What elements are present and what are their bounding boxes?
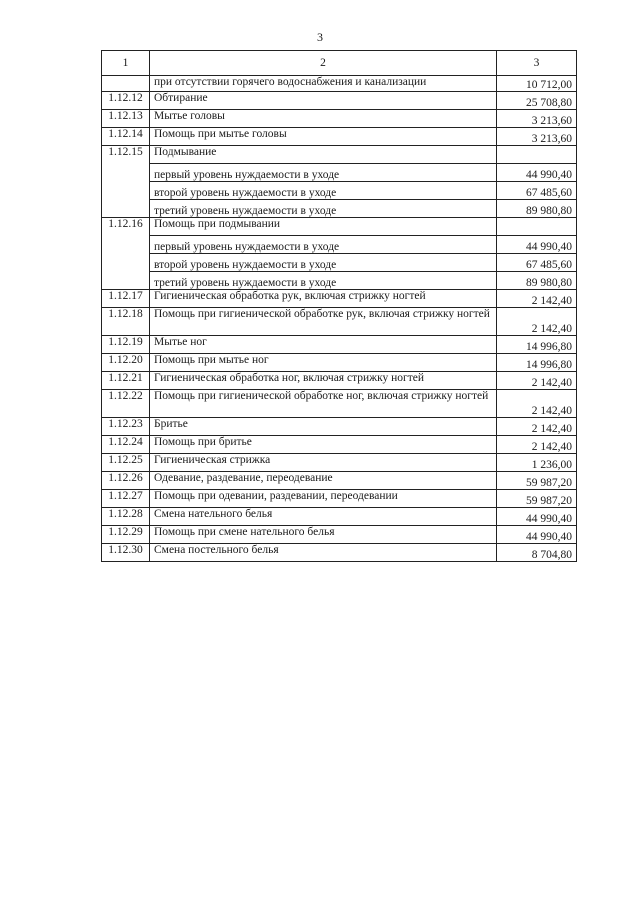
column-header-1: 1 [102, 51, 150, 76]
row-price: 2 142,40 [497, 418, 577, 436]
table-row [102, 200, 577, 218]
table-row [102, 436, 577, 454]
column-header-2: 2 [150, 51, 497, 76]
table-row [102, 218, 577, 236]
row-description: второй уровень нуждаемости в уходе [150, 182, 497, 200]
row-description: первый уровень нуждаемости в уходе [150, 164, 497, 182]
row-description: Смена нательного белья [150, 508, 497, 526]
row-number: 1.12.26 [102, 472, 150, 490]
table-header-row [102, 51, 577, 76]
row-description: третий уровень нуждаемости в уходе [150, 200, 497, 218]
row-number: 1.12.29 [102, 526, 150, 544]
row-price: 2 142,40 [497, 436, 577, 454]
row-description: второй уровень нуждаемости в уходе [150, 254, 497, 272]
row-number: 1.12.18 [102, 308, 150, 336]
table-row [102, 508, 577, 526]
row-price: 3 213,60 [497, 128, 577, 146]
row-price: 44 990,40 [497, 236, 577, 254]
table-row [102, 182, 577, 200]
row-price: 89 980,80 [497, 272, 577, 290]
row-description: Помощь при подмывании [150, 218, 497, 236]
row-description: Помощь при мытье головы [150, 128, 497, 146]
row-description: Гигиеническая стрижка [150, 454, 497, 472]
row-description: Гигиеническая обработка рук, включая стрижку ногтей [150, 290, 497, 308]
table-row [102, 418, 577, 436]
row-number: 1.12.30 [102, 544, 150, 562]
table-row [102, 110, 577, 128]
row-number: 1.12.23 [102, 418, 150, 436]
row-number: 1.12.12 [102, 92, 150, 110]
row-description: Гигиеническая обработка ног, включая стрижку ногтей [150, 372, 497, 390]
row-description: Подмывание [150, 146, 497, 164]
row-description: Одевание, раздевание, переодевание [150, 472, 497, 490]
table-row [102, 454, 577, 472]
row-description: Мытье ног [150, 336, 497, 354]
table-row [102, 472, 577, 490]
table-row [102, 236, 577, 254]
row-price [497, 146, 577, 164]
row-number [102, 76, 150, 92]
row-price: 2 142,40 [497, 372, 577, 390]
table-row [102, 164, 577, 182]
table-row [102, 372, 577, 390]
row-price [497, 218, 577, 236]
row-number: 1.12.24 [102, 436, 150, 454]
row-price: 67 485,60 [497, 182, 577, 200]
row-number: 1.12.20 [102, 354, 150, 372]
row-number: 1.12.13 [102, 110, 150, 128]
row-price: 44 990,40 [497, 526, 577, 544]
row-price: 1 236,00 [497, 454, 577, 472]
row-price: 25 708,80 [497, 92, 577, 110]
table-row [102, 390, 577, 418]
table-row [102, 128, 577, 146]
table-row [102, 354, 577, 372]
tariff-table [101, 50, 577, 562]
row-description: Бритье [150, 418, 497, 436]
table-row [102, 92, 577, 110]
row-description: Помощь при одевании, раздевании, переодевании [150, 490, 497, 508]
row-number: 1.12.16 [102, 218, 150, 290]
row-description: Помощь при смене нательного белья [150, 526, 497, 544]
row-number: 1.12.27 [102, 490, 150, 508]
row-price: 14 996,80 [497, 336, 577, 354]
row-number: 1.12.17 [102, 290, 150, 308]
row-price: 2 142,40 [497, 308, 577, 336]
row-description: первый уровень нуждаемости в уходе [150, 236, 497, 254]
table-row [102, 526, 577, 544]
row-number: 1.12.22 [102, 390, 150, 418]
row-description: Помощь при бритье [150, 436, 497, 454]
table-row [102, 290, 577, 308]
page-number: 3 [317, 30, 323, 44]
row-description: Помощь при гигиенической обработке рук, включая стрижку ногтей [150, 308, 497, 336]
row-number: 1.12.15 [102, 146, 150, 218]
table-row [102, 544, 577, 562]
table-row [102, 336, 577, 354]
table-row [102, 254, 577, 272]
row-price: 59 987,20 [497, 490, 577, 508]
table-row [102, 272, 577, 290]
row-price: 8 704,80 [497, 544, 577, 562]
row-price: 14 996,80 [497, 354, 577, 372]
row-price: 2 142,40 [497, 290, 577, 308]
table-row [102, 308, 577, 336]
row-description: при отсутствии горячего водоснабжения и канализации [150, 76, 497, 92]
row-price: 44 990,40 [497, 164, 577, 182]
row-price: 10 712,00 [497, 76, 577, 92]
row-description: Обтирание [150, 92, 497, 110]
row-description: Смена постельного белья [150, 544, 497, 562]
row-number: 1.12.19 [102, 336, 150, 354]
column-header-3: 3 [497, 51, 577, 76]
row-price: 59 987,20 [497, 472, 577, 490]
row-price: 3 213,60 [497, 110, 577, 128]
table-row [102, 76, 577, 92]
row-price: 67 485,60 [497, 254, 577, 272]
row-price: 44 990,40 [497, 508, 577, 526]
row-number: 1.12.25 [102, 454, 150, 472]
row-price: 89 980,80 [497, 200, 577, 218]
table-row [102, 146, 577, 164]
row-description: Помощь при мытье ног [150, 354, 497, 372]
row-description: третий уровень нуждаемости в уходе [150, 272, 497, 290]
table-row [102, 490, 577, 508]
row-description: Мытье головы [150, 110, 497, 128]
row-number: 1.12.28 [102, 508, 150, 526]
row-number: 1.12.14 [102, 128, 150, 146]
row-description: Помощь при гигиенической обработке ног, включая стрижку ногтей [150, 390, 497, 418]
row-number: 1.12.21 [102, 372, 150, 390]
row-price: 2 142,40 [497, 390, 577, 418]
